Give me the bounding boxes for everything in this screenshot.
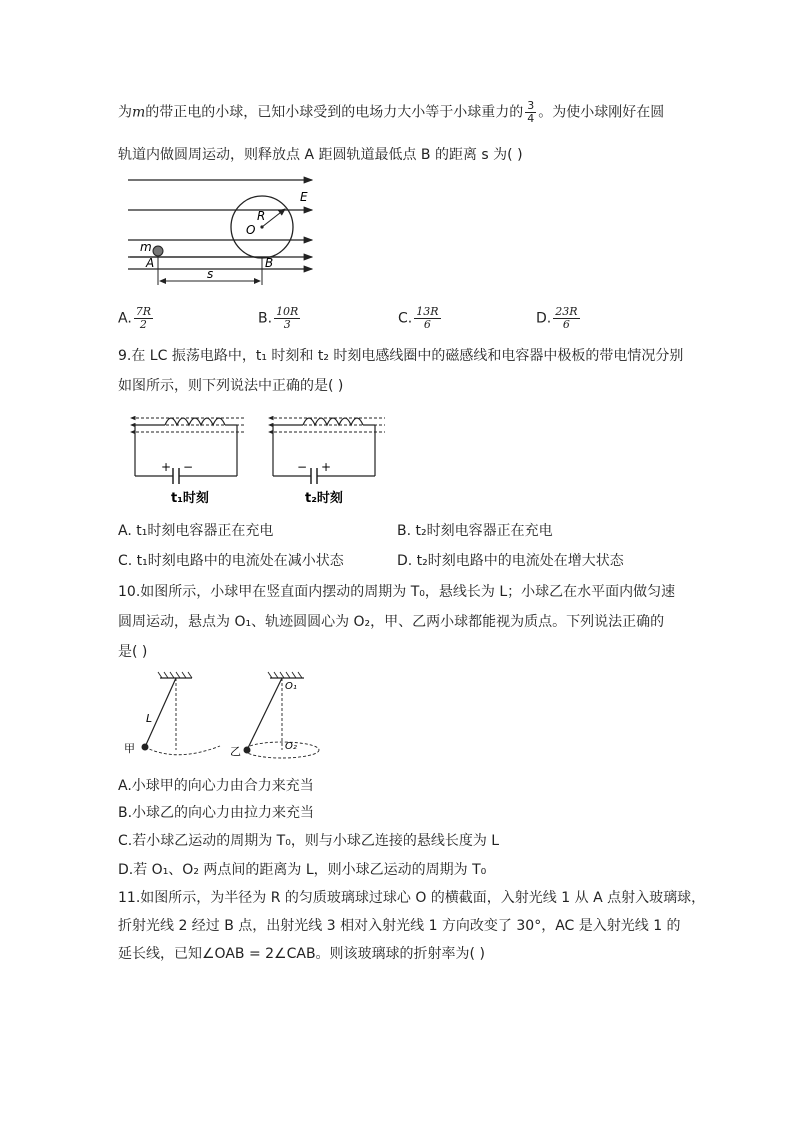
q8-line-1 [118, 100, 664, 125]
option-label: B. [258, 310, 273, 327]
label-yi: 乙 [230, 745, 241, 758]
q10-figure [120, 670, 360, 770]
fraction-numerator: 23R [555, 305, 578, 318]
option-fraction [274, 306, 300, 331]
option-fraction [553, 306, 579, 331]
label-E: E [300, 190, 308, 204]
lc-circuit-t2 [269, 418, 385, 506]
conical-pendulum-yi [230, 672, 319, 758]
q11-line-1: 11.如图所示，为半径为 R 的匀质玻璃球过球心 O 的横截面，入射光线 1 从 A 点射入玻璃球， [118, 890, 706, 906]
label-O2: O₂ [285, 741, 297, 752]
q8-fraction [525, 100, 536, 125]
fraction-denominator: 3 [283, 318, 291, 331]
q9-option-c[interactable]: C. t₁时刻电路中的电流处在减小状态 [118, 553, 344, 569]
option-fraction [414, 306, 440, 331]
label-O: O [246, 223, 256, 237]
charged-ball [153, 246, 163, 256]
q9-line-2: 如图所示，则下列说法中正确的是( ) [118, 378, 344, 394]
label-jia: 甲 [124, 742, 135, 755]
q10-option-b[interactable]: B.小球乙的向心力由拉力来充当 [118, 805, 315, 821]
q8-text: 为 [118, 104, 132, 121]
label-L: L [146, 712, 153, 725]
q8-line-2: 轨道内做圆周运动，则释放点 A 距圆轨道最低点 B 的距离 s 为( ) [118, 147, 523, 163]
option-label: A. [118, 310, 132, 327]
option-label: C. [398, 310, 413, 327]
q8-option-d[interactable] [536, 306, 582, 331]
label-R: R [257, 209, 266, 223]
q9-option-d[interactable]: D. t₂时刻电路中的电流处在增大状态 [397, 553, 624, 569]
fraction-numerator: 7R [135, 305, 152, 318]
label-m: m [140, 240, 152, 254]
label-O1: O₁ [285, 681, 297, 692]
label-A: A [146, 256, 155, 270]
option-fraction [134, 306, 153, 331]
option-label: D. [536, 310, 552, 327]
minus-sign: − [297, 460, 308, 474]
label-s: s [207, 267, 214, 281]
fraction-numerator: 10R [276, 305, 299, 318]
fraction-numerator: 13R [416, 305, 439, 318]
q10-option-a[interactable]: A.小球甲的向心力由合力来充当 [118, 778, 314, 794]
fraction-numerator: 3 [527, 99, 535, 112]
t2-label: t₂时刻 [305, 491, 343, 506]
q9-figure [125, 408, 395, 513]
q8-option-b[interactable] [258, 306, 302, 331]
q8-option-c[interactable] [398, 306, 443, 331]
t1-label: t₁时刻 [171, 491, 209, 506]
q10-line-2: 圆周运动，悬点为 O₁、轨迹圆圆心为 O₂，甲、乙两小球都能视为质点。下列说法正确的 [118, 614, 665, 630]
q10-line-1: 10.如图所示，小球甲在竖直面内摆动的周期为 T₀，悬线长为 L；小球乙在水平面内做匀速 [118, 584, 676, 600]
q10-line-3: 是( ) [118, 644, 148, 660]
q11-line-2: 折射光线 2 经过 B 点，出射光线 3 相对入射光线 1 方向改变了 30°，AC 是入射光线 1 的 [118, 918, 681, 934]
plus-sign: + [321, 460, 332, 474]
q8-option-a[interactable] [118, 306, 155, 331]
radius-line [262, 209, 285, 227]
q8-text: 。为使小球刚好在圆 [538, 104, 665, 121]
label-B: B [265, 256, 274, 270]
q9-option-b[interactable]: B. t₂时刻电容器正在充电 [397, 523, 553, 539]
plus-sign: + [161, 460, 172, 474]
fraction-denominator: 2 [139, 318, 147, 331]
q8-figure [120, 175, 320, 295]
fraction-denominator: 6 [423, 318, 431, 331]
q8-text: 的带正电的小球，已知小球受到的电场力大小等于小球重力的 [145, 104, 524, 121]
pendulum-jia [124, 672, 220, 755]
fraction-denominator: 6 [562, 318, 570, 331]
q10-option-c[interactable]: C.若小球乙运动的周期为 T₀，则与小球乙连接的悬线长度为 L [118, 833, 500, 849]
q9-option-a[interactable]: A. t₁时刻电容器正在充电 [118, 523, 274, 539]
q11-line-3: 延长线，已知∠OAB = 2∠CAB。则该玻璃球的折射率为( ) [118, 946, 485, 962]
fraction-denominator: 4 [527, 112, 535, 125]
q8-mass-symbol: m [132, 104, 146, 121]
lc-circuit-t1 [131, 418, 245, 506]
q10-option-d[interactable]: D.若 O₁、O₂ 两点间的距离为 L，则小球乙运动的周期为 T₀ [118, 862, 487, 878]
q9-line-1: 9.在 LC 振荡电路中，t₁ 时刻和 t₂ 时刻电感线圈中的磁感线和电容器中极板的带电情况分别 [118, 348, 684, 364]
minus-sign: − [183, 460, 194, 474]
